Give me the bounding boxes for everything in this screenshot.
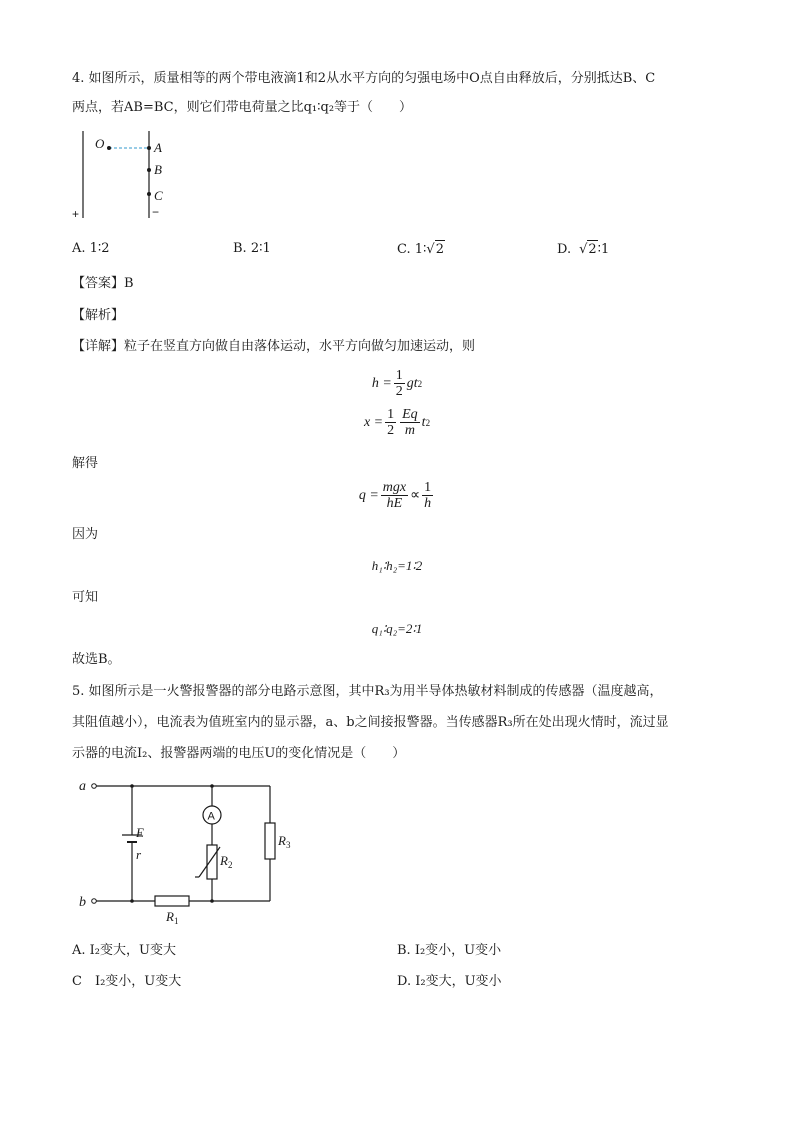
sqrt-symbol: √ 2 (426, 242, 444, 257)
sqrt-arg: 2 (435, 242, 444, 257)
q4-conclusion: 故选B。 (72, 652, 121, 667)
q4-option-a: A. 1∶2 (72, 241, 110, 256)
label-r: r (136, 847, 142, 862)
eq-q-fraction1: $\frac{\text{mgx}}{hE}$ (382, 480, 407, 511)
q4-option-d (557, 240, 609, 259)
q4-stem-line1: 4. 如图所示，质量相等的两个带电液滴1和2从水平方向的匀强电场中O点自由释放后，分别抵达B、C (72, 71, 656, 86)
q4-solve-label: 解得 (72, 456, 99, 471)
point-C (147, 192, 151, 196)
label-A: A (154, 140, 162, 155)
junction-dot (130, 899, 134, 903)
q5-option-a: A. I₂变大，U变大 (72, 943, 176, 958)
sqrt-symbol: √ 2 (579, 242, 597, 257)
q4-detail: 【详解】粒子在竖直方向做自由落体运动，水平方向做匀加速运动，则 (72, 339, 476, 354)
equation-q (0, 480, 794, 511)
q5-stem-line1: 5. 如图所示是一火警报警器的部分电路示意图，其中R₃为用半导体热敏材料制成的传感器（温度越高， (72, 684, 663, 699)
label-r2: $R_2$ (220, 853, 233, 870)
q5-circuit-figure (72, 773, 312, 928)
plus-sign: + (72, 207, 80, 221)
label-b: b (79, 895, 86, 910)
eq-q-fraction2: $\frac{1}{h}$ (424, 480, 432, 511)
equation-h: h = $\frac{1}{2}$ gt 2 (371, 368, 423, 399)
terminal-a (92, 784, 97, 789)
eq-h-fraction: $\frac{1}{2}$ (395, 368, 403, 399)
q4-option-b: B. 2∶1 (233, 241, 271, 256)
resistor-r3 (265, 823, 275, 859)
junction-dot (130, 784, 134, 788)
eq-x-fraction1: $\frac{1}{2}$ (387, 407, 395, 438)
q5-option-b: B. I₂变小，U变小 (397, 943, 502, 958)
q4-analysis-label: 【解析】 (72, 308, 125, 323)
q4-option-d-prefix: D. (557, 242, 572, 257)
label-C: C (154, 188, 163, 203)
q4-option-c-prefix: C. 1∶ (397, 242, 427, 257)
equation-ratio-q: q₁∶q₂=2∶1 (371, 621, 423, 636)
q4-figure (65, 128, 185, 223)
point-B (147, 168, 151, 172)
label-r1: $R_1$ (166, 909, 179, 926)
q5-stem-line3: 示器的电流I₂、报警器两端的电压U的变化情况是（ ） (72, 746, 406, 761)
resistor-r1 (155, 896, 189, 906)
ammeter-label: A (207, 810, 215, 823)
label-r3: $R_3$ (278, 833, 291, 850)
resistor-r2 (207, 845, 217, 879)
q5-option-d: D. I₂变大，U变小 (397, 974, 502, 989)
q4-known-label: 可知 (72, 590, 99, 605)
label-a: a (79, 779, 86, 794)
sqrt-arg: 2 (588, 242, 597, 257)
label-O: O (95, 136, 105, 151)
label-E: E (136, 825, 144, 840)
equation-ratio-h: h₁∶h₂=1∶2 (371, 558, 423, 573)
minus-sign: − (152, 205, 160, 219)
eq-q-lhs: q = (358, 487, 379, 503)
q5-stem-line2: 其阻值越小），电流表为值班室内的显示器，a、b之间接报警器。当传感器R₃所在处出现火情时，流过显 (72, 715, 669, 730)
q4-option-c (397, 240, 445, 259)
q4-option-d-suffix: ∶1 (597, 242, 610, 257)
equation-x: x = $\frac{1}{2}$ $\frac{Eq}{m}$ t 2 (363, 407, 431, 438)
terminal-b (92, 899, 97, 904)
junction-dot (210, 784, 214, 788)
eq-h-rest: gt (406, 375, 418, 391)
junction-dot (210, 899, 214, 903)
eq-x-rest: t (421, 414, 426, 430)
eq-h-lhs: h = (371, 375, 392, 391)
eq-q-prop: ∝ (410, 488, 421, 503)
q4-because-label: 因为 (72, 527, 99, 542)
q5-option-c: C I₂变小，U变大 (72, 974, 182, 989)
point-A (147, 146, 151, 150)
eq-x-lhs: x = (363, 414, 384, 430)
q4-answer: 【答案】B (72, 276, 134, 291)
eq-x-fraction2: $\frac{Eq}{m}$ (402, 407, 418, 438)
point-O (107, 146, 111, 150)
label-B: B (154, 162, 162, 177)
q4-stem-line2: 两点，若AB=BC，则它们带电荷量之比q₁∶q₂等于（ ） (72, 100, 413, 115)
